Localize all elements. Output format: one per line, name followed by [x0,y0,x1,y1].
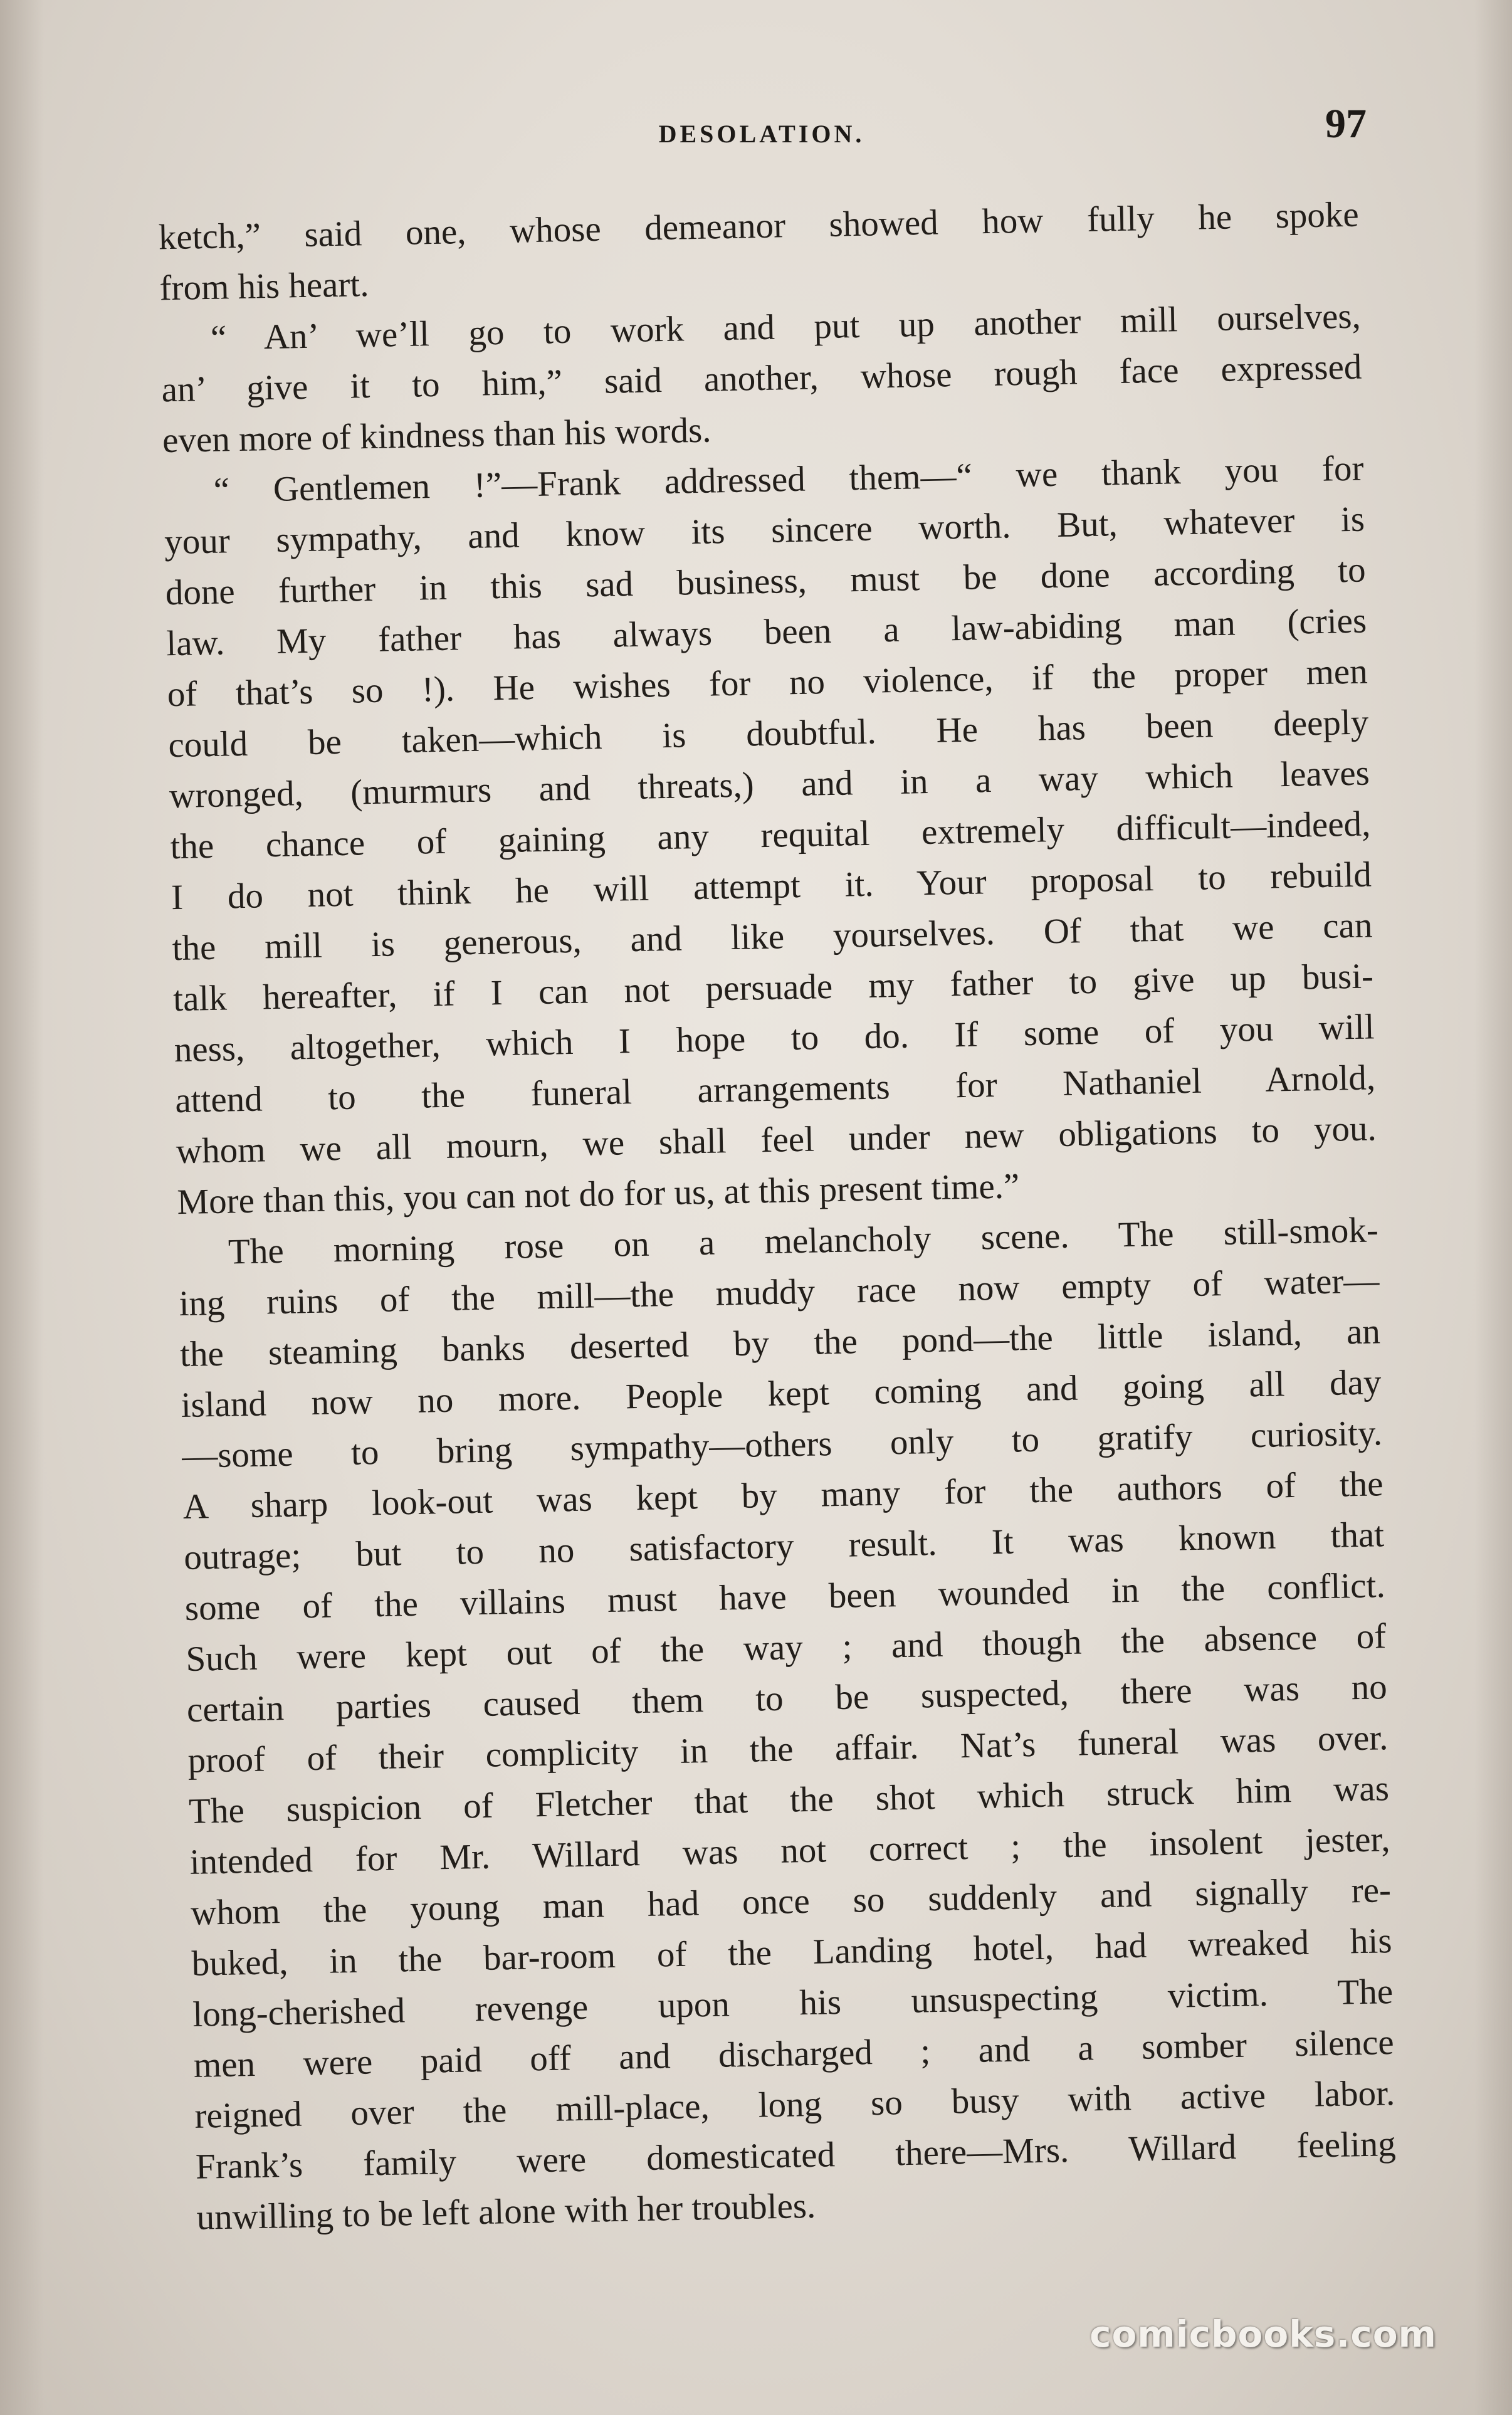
text-line: done further in this sad business, must be done according to [165,550,1367,613]
text-line: even more of kindness than his words. [162,410,712,461]
text-line: “ An’ we’ll go to work and put up another mill ourselves, [210,296,1362,358]
text-line: outrage; but to no satisfactory result. It was known that [183,1515,1385,1577]
text-line: buked, in the bar-room of the Landing hotel, had wreaked his [191,1921,1393,1984]
body-text [158,189,1398,2268]
text-line: men were paid off and discharged ; and a somber silence [193,2023,1395,2085]
text-line: the steaming banks deserted by the pond—the little island, an [179,1312,1381,1375]
text-line: —some to bring sympathy—others only to gratify curiosity. [181,1413,1383,1476]
text-line: whom we all mourn, we shall feel under new obligations to you. [176,1108,1377,1172]
text-line: the mill is generous, and like yourselves. Of that we can [172,905,1373,969]
text-line: intended for Mr. Willard was not correct ; the insolent jester, [189,1819,1390,1882]
text-line: The morning rose on a melancholy scene. The still-smok- [228,1210,1379,1272]
text-line: ness, altogether, which I hope to do. If some of you will [174,1007,1375,1070]
text-line: wronged, (murmurs and threats,) and in a way which leaves [169,753,1370,816]
watermark: comicbooks.com [1089,2313,1437,2355]
text-line: your sympathy, and know its sincere worth. But, whatever is [164,499,1365,562]
text-line: an’ give it to him,” said another, whose rough face expressed [161,347,1362,410]
page-header [157,100,1367,163]
text-line: certain parties caused them to be suspected, there was no [186,1667,1388,1730]
text-line: ketch,” said one, whose demeanor showed how fully he spoke [158,194,1360,258]
text-line: long-cherished revenge upon his unsuspecting victim. The [192,1972,1394,2034]
text-line: “ Gentlemen !”—Frank addressed them—“ we thank you for [213,448,1364,510]
page-edge-shadow [1474,0,1512,2415]
text-line: More than this, you can not do for us, at this present time.” [176,1166,1020,1223]
text-line: the chance of gaining any requital extremely difficult—indeed, [170,804,1371,867]
text-line: unwilling to be left alone with her troubles. [196,2186,816,2238]
text-line: from his heart. [159,264,370,308]
text-line: island now no more. People kept coming and going all day [181,1362,1382,1426]
text-line: law. My father has always been a law-abiding man (cries [165,601,1367,664]
text-line: ing ruins of the mill—the muddy race now empty of water— [179,1261,1380,1324]
running-head: DESOLATION. [658,120,865,148]
text-line: The suspicion of Fletcher that the shot which struck him was [188,1769,1390,1831]
text-line: whom the young man had once so suddenly and signally re- [190,1870,1392,1933]
text-line: some of the villains must have been wounded in the conflict. [184,1565,1386,1628]
page-number: 97 [1325,101,1367,147]
text-line: talk hereafter, if I can not persuade my father to give up busi- [172,956,1374,1019]
text-line: Frank’s family were domesticated there—Mrs. Willard feeling [195,2124,1397,2187]
text-line: reigned over the mill-place, long so busy with active labor. [194,2073,1395,2136]
text-line: A sharp look-out was kept by many for the authors of the [182,1464,1384,1527]
text-line: attend to the funeral arrangements for Nathaniel Arnold, [174,1058,1376,1121]
text-line: proof of their complicity in the affair. Nat’s funeral was over. [187,1718,1389,1781]
text-line: could be taken—which is doubtful. He has been deeply [167,702,1369,766]
text-line: of that’s so !). He wishes for no violence, if the proper men [167,651,1368,715]
text-line: I do not think he will attempt it. Your proposal to rebuild [171,855,1372,918]
text-line: Such were kept out of the way ; and though the absence of [185,1616,1387,1679]
